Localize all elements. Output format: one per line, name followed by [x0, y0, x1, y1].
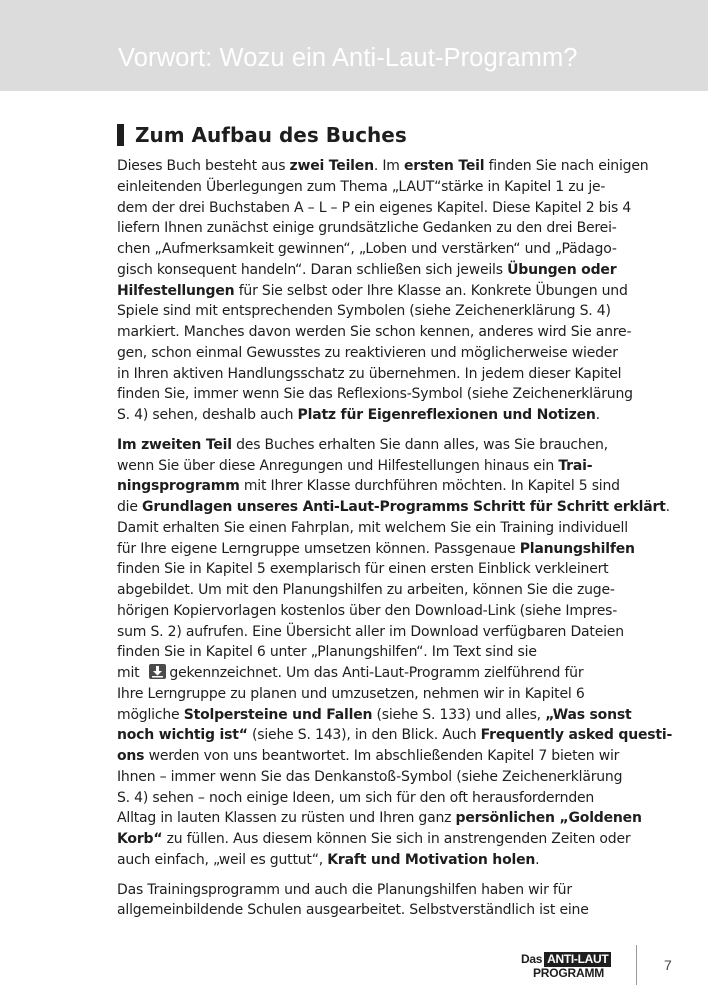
- text-line: [117, 260, 647, 281]
- text-line: [117, 177, 647, 198]
- text-segment: sum S. 2) aufrufen. Eine Übersicht aller im Download verfügbaren Dateien: [117, 623, 624, 640]
- text-segment: finden Sie nach einigen: [484, 158, 649, 174]
- text-line: [117, 456, 647, 477]
- text-segment: finden Sie in Kapitel 6 unter „Planungshilfen“. Im Text sind sie: [117, 644, 537, 661]
- section-heading: [117, 123, 407, 147]
- section-title: Zum Aufbau des Buches: [135, 123, 407, 147]
- text-line: [117, 622, 647, 643]
- bold-text: ersten Teil: [403, 158, 485, 174]
- text-segment: für Sie selbst oder Ihre Klasse an. Konkrete Übungen und: [234, 282, 628, 299]
- bold-text: Übungen oder: [507, 261, 617, 278]
- text-line: [117, 156, 647, 177]
- text-line: [117, 808, 647, 829]
- text-line: [117, 684, 647, 705]
- text-segment: mögliche: [117, 706, 184, 723]
- text-segment: Dieses Buch besteht aus: [117, 158, 290, 174]
- text-segment: gen, schon einmal Gewusstes zu reaktivieren und möglicherweise wieder: [117, 344, 618, 361]
- text-line: [117, 880, 647, 901]
- logo-das: Das: [521, 952, 543, 966]
- bold-text: Korb“: [117, 831, 163, 847]
- text-segment: einleitenden Überlegungen zum Thema „LAUT“stärke in Kapitel 1 zu je-: [117, 178, 606, 195]
- bold-text: Trai-: [558, 457, 593, 474]
- text-segment: Ihnen – immer wenn Sie das Denkanstoß-Symbol (siehe Zeichenerklärung: [117, 768, 623, 785]
- bold-text: Stolpersteine und Fallen: [183, 706, 373, 723]
- text-line: [117, 322, 647, 343]
- text-segment: werden von uns beantwortet. Im abschließenden Kapitel 7 bieten wir: [144, 748, 620, 764]
- text-segment: Ihre Lerngruppe zu planen und umzusetzen, nehmen wir in Kapitel 6: [117, 685, 585, 702]
- text-segment: .: [595, 407, 600, 423]
- text-line: [117, 343, 647, 364]
- text-segment: gekennzeichnet. Um das Anti-Laut-Programm zielführend für: [169, 665, 584, 681]
- text-segment: Damit erhalten Sie einen Fahrplan, mit welchem Sie ein Training individuell: [117, 519, 628, 536]
- page-number: 7: [664, 957, 672, 973]
- text-segment: finden Sie, immer wenn Sie das Reflexions-Symbol (siehe Zeichenerklärung: [117, 386, 633, 403]
- bold-text: Frequently asked questi-: [480, 727, 673, 744]
- bold-text: „Was sonst: [545, 706, 632, 723]
- logo-anti-laut: ANTI-LAUT: [544, 952, 611, 967]
- text-segment: S. 4) sehen – noch einige Ideen, um sich für den oft herausfordernden: [117, 789, 595, 806]
- text-segment: allgemeinbildende Schulen ausgearbeitet. Selbstverständlich ist eine: [117, 902, 589, 919]
- text-segment: des Buches erhalten Sie dann alles, was Sie brauchen,: [231, 436, 608, 453]
- text-line: [117, 476, 647, 497]
- download-icon: [149, 664, 166, 679]
- text-segment: gisch konsequent handeln“. Daran schließen sich jeweils: [117, 261, 508, 278]
- text-segment: dem der drei Buchstaben A – L – P ein eigenes Kapitel. Diese Kapitel 2 bis 4: [117, 199, 632, 216]
- text-segment: mit: [117, 665, 140, 681]
- bold-text: Kraft und Motivation holen: [327, 851, 536, 868]
- chapter-title: Vorwort: Wozu ein Anti-Laut-Programm?: [118, 44, 578, 72]
- text-line: [117, 198, 647, 219]
- paragraph: [117, 435, 673, 871]
- text-segment: mit Ihrer Klasse durchführen möchten. In Kapitel 5 sind: [239, 478, 620, 495]
- text-line: [117, 539, 647, 560]
- text-segment: liefern Ihnen zunächst einige grundsätzliche Gedanken zu den drei Berei-: [117, 220, 617, 237]
- logo-programm: PROGRAMM: [533, 966, 605, 980]
- text-segment: Spiele sind mit entsprechenden Symbolen (siehe Zeichenerklärung S. 4): [117, 303, 611, 320]
- text-segment: .: [665, 499, 670, 515]
- section-marker-bar: [117, 124, 124, 146]
- bold-text: zwei Teilen: [289, 158, 374, 174]
- bold-text: Platz für Eigenreflexionen und Notizen: [297, 407, 596, 423]
- text-line: [117, 559, 647, 580]
- footer-divider: [636, 945, 637, 985]
- bold-text: noch wichtig ist“: [117, 727, 248, 744]
- text-line: [117, 281, 647, 302]
- text-segment: Alltag in lauten Klassen zu rüsten und Ihren ganz: [117, 810, 456, 827]
- text-segment: die: [117, 499, 143, 515]
- text-line: [117, 239, 647, 260]
- anti-laut-logo: [521, 952, 627, 980]
- text-segment: in Ihren aktiven Handlungsschatz zu übernehmen. In jedem dieser Kapitel: [117, 365, 622, 382]
- paragraph: [117, 156, 647, 426]
- text-segment: für Ihre eigene Lerngruppe umsetzen können. Passgenaue: [117, 540, 520, 557]
- text-line: [117, 518, 647, 539]
- text-line: [117, 580, 647, 601]
- text-line: [117, 900, 647, 921]
- bold-text: persönlichen „Goldenen: [455, 810, 642, 827]
- text-line: [117, 497, 670, 518]
- text-line: [117, 601, 647, 622]
- paragraph: [117, 880, 647, 922]
- text-segment: (siehe S. 133) und alles,: [372, 706, 546, 723]
- text-segment: hörigen Kopiervorlagen kostenlos über den Download-Link (siehe Impres-: [117, 602, 618, 619]
- text-segment: markiert. Manches davon werden Sie schon kennen, anderes wird Sie anre-: [117, 324, 632, 340]
- text-line: [117, 705, 647, 726]
- bold-text: Planungshilfen: [519, 540, 635, 557]
- text-line: [117, 829, 647, 850]
- text-segment: wenn Sie über diese Anregungen und Hilfestellungen hinaus ein: [117, 457, 559, 474]
- text-line: [117, 384, 647, 405]
- body-text: [117, 156, 673, 930]
- text-segment: Das Trainingsprogramm und auch die Planungshilfen haben wir für: [117, 881, 572, 898]
- text-line: [117, 663, 647, 684]
- bold-text: ons: [117, 748, 145, 764]
- text-line: [117, 642, 647, 663]
- text-segment: zu füllen. Aus diesem können Sie sich in anstrengenden Zeiten oder: [162, 831, 631, 847]
- text-line: [117, 850, 647, 871]
- text-segment: auch einfach, „weil es guttut“,: [117, 851, 328, 868]
- text-line: [117, 364, 647, 385]
- text-segment: . Im: [373, 158, 404, 174]
- text-segment: .: [535, 851, 540, 868]
- text-line: [117, 767, 647, 788]
- text-segment: S. 4) sehen, deshalb auch: [117, 407, 298, 423]
- text-line: [117, 301, 647, 322]
- bold-text: Im zweiten Teil: [117, 436, 232, 453]
- text-line: [117, 788, 647, 809]
- bold-text: Grundlagen unseres Anti-Laut-Programms Schritt für Schritt erklärt: [142, 499, 666, 515]
- text-segment: (siehe S. 143), in den Blick. Auch: [247, 727, 481, 744]
- bold-text: ningsprogramm: [117, 478, 240, 495]
- text-segment: chen „Aufmerksamkeit gewinnen“, „Loben und verstärken“ und „Pädago-: [117, 241, 617, 257]
- text-line: [117, 405, 647, 426]
- text-line: [117, 725, 673, 746]
- text-line: [117, 746, 647, 767]
- text-line: [117, 218, 647, 239]
- text-segment: abgebildet. Um mit den Planungshilfen zu arbeiten, können Sie die zuge-: [117, 582, 615, 598]
- text-segment: finden Sie in Kapitel 5 exemplarisch für einen ersten Einblick verkleinert: [117, 561, 609, 578]
- header-band: [0, 0, 708, 91]
- bold-text: Hilfestellungen: [117, 282, 235, 299]
- text-line: [117, 435, 647, 456]
